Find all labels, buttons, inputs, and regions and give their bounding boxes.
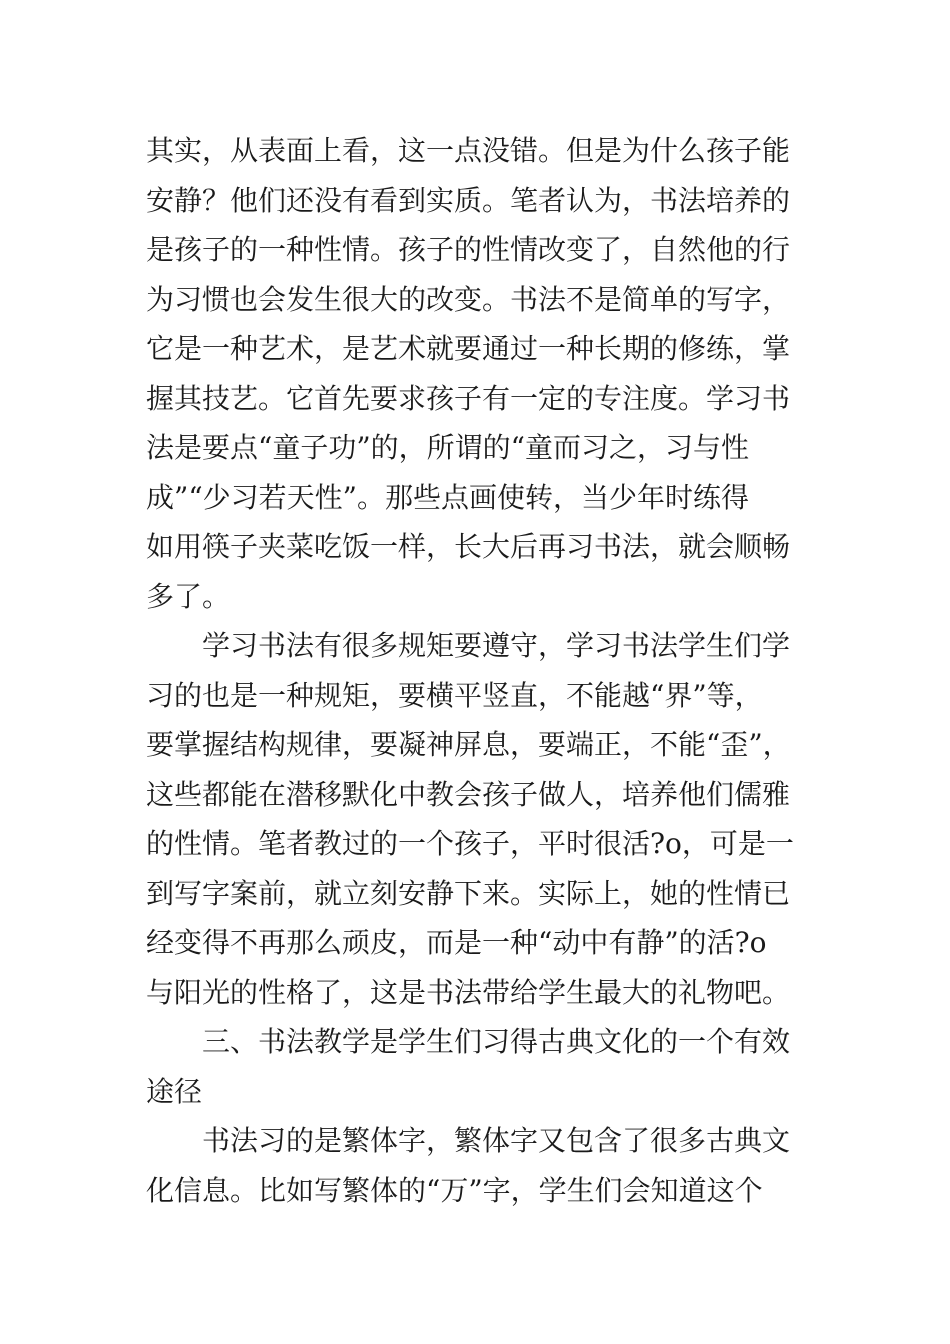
text-line: 的性情。笔者教过的一个孩子，平时很活?o，可是一 — [146, 827, 794, 860]
section-heading-line: 途径 — [146, 1074, 203, 1108]
section-heading-line: 三、书法教学是学生们习得古典文化的一个有效 — [146, 1025, 791, 1058]
text-line: 与阳光的性格了，这是书法带给学生最大的礼物吧。 — [146, 975, 791, 1009]
text-line: 习的也是一种规矩，要横平竖直，不能越“界”等， — [146, 678, 763, 712]
text-line: 它是一种艺术，是艺术就要通过一种长期的修练，掌 — [146, 332, 791, 365]
text-line: 握其技艺。它首先要求孩子有一定的专注度。学习书 — [146, 381, 791, 415]
text-line: 多了。 — [146, 579, 231, 613]
text-line: 成”“少习若天性”。那些点画使转，当少年时练得 — [146, 480, 749, 514]
text-line: 要掌握结构规律，要凝神屏息，要端正，不能“歪”， — [146, 728, 791, 761]
body-text — [146, 126, 810, 1215]
text-line: 到写字案前，就立刻安静下来。实际上，她的性情已 — [146, 876, 791, 910]
text-line: 如用筷子夹菜吃饭一样，长大后再习书法，就会顺畅 — [146, 530, 791, 563]
text-line: 是孩子的一种性情。孩子的性情改变了，自然他的行 — [146, 233, 791, 266]
text-line: 经变得不再那么顽皮，而是一种“动中有静”的活?o — [146, 926, 767, 959]
paragraph-start-line: 书法习的是繁体字，繁体字又包含了很多古典文 — [146, 1124, 791, 1157]
text-line: 化信息。比如写繁体的“万”字，学生们会知道这个 — [146, 1173, 763, 1207]
text-line: 安静？他们还没有看到实质。笔者认为，书法培养的 — [146, 183, 791, 217]
text-line: 其实，从表面上看，这一点没错。但是为什么孩子能 — [146, 134, 791, 167]
text-line: 为习惯也会发生很大的改变。书法不是简单的写字， — [146, 282, 791, 316]
paragraph-start-line: 学习书法有很多规矩要遵守，学习书法学生们学 — [146, 629, 791, 662]
text-line: 法是要点“童子功”的，所谓的“童而习之，习与性 — [146, 431, 749, 464]
text-line: 这些都能在潜移默化中教会孩子做人，培养他们儒雅 — [146, 777, 791, 811]
